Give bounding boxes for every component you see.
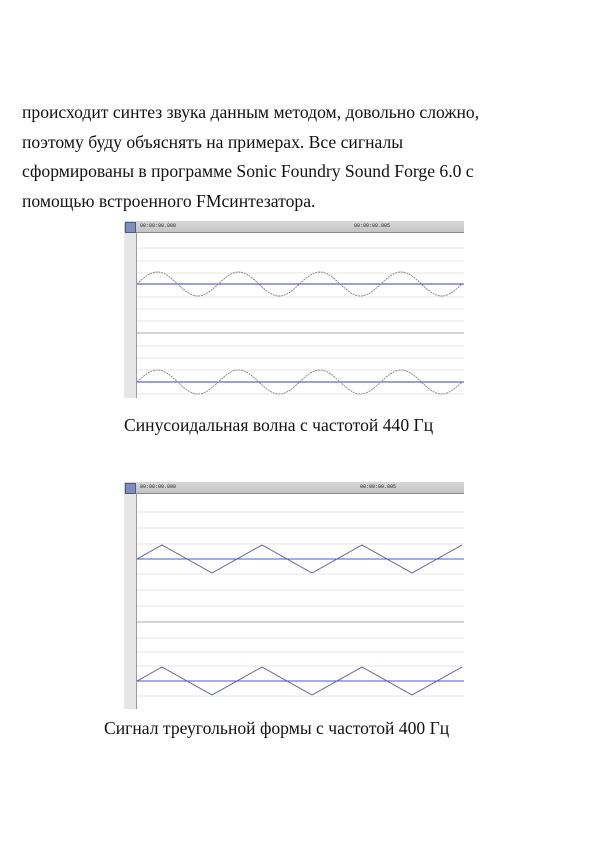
waveform-display — [124, 221, 464, 398]
body-paragraph — [22, 98, 582, 216]
paragraph-line: поэтому буду объяснять на примерах. Все сигналы — [22, 131, 404, 152]
sine-waveform-screenshot — [124, 221, 464, 398]
timecode-start: 00:00:00.000 — [140, 223, 177, 229]
figure-caption: Синусоидальная волна с частотой 440 Гц — [124, 415, 434, 435]
timecode-end: 00:00:00.005 — [360, 484, 397, 490]
timecode-start: 00:00:00.000 — [140, 484, 177, 490]
timecode-end: 00:00:00.005 — [354, 223, 391, 229]
figure-caption: Сигнал треугольной формы с частотой 400 Гц — [104, 718, 450, 738]
triangle-waveform-screenshot — [124, 482, 464, 709]
waveform-display — [124, 482, 464, 709]
paragraph-line: происходит синтез звука данным методом, довольно сложно, — [22, 102, 480, 122]
paragraph-line: сформированы в программе Sonic Foundry Sound Forge 6.0 с — [22, 161, 474, 181]
paragraph-line: помощью встроенного FMсинтезатора. — [22, 190, 316, 211]
